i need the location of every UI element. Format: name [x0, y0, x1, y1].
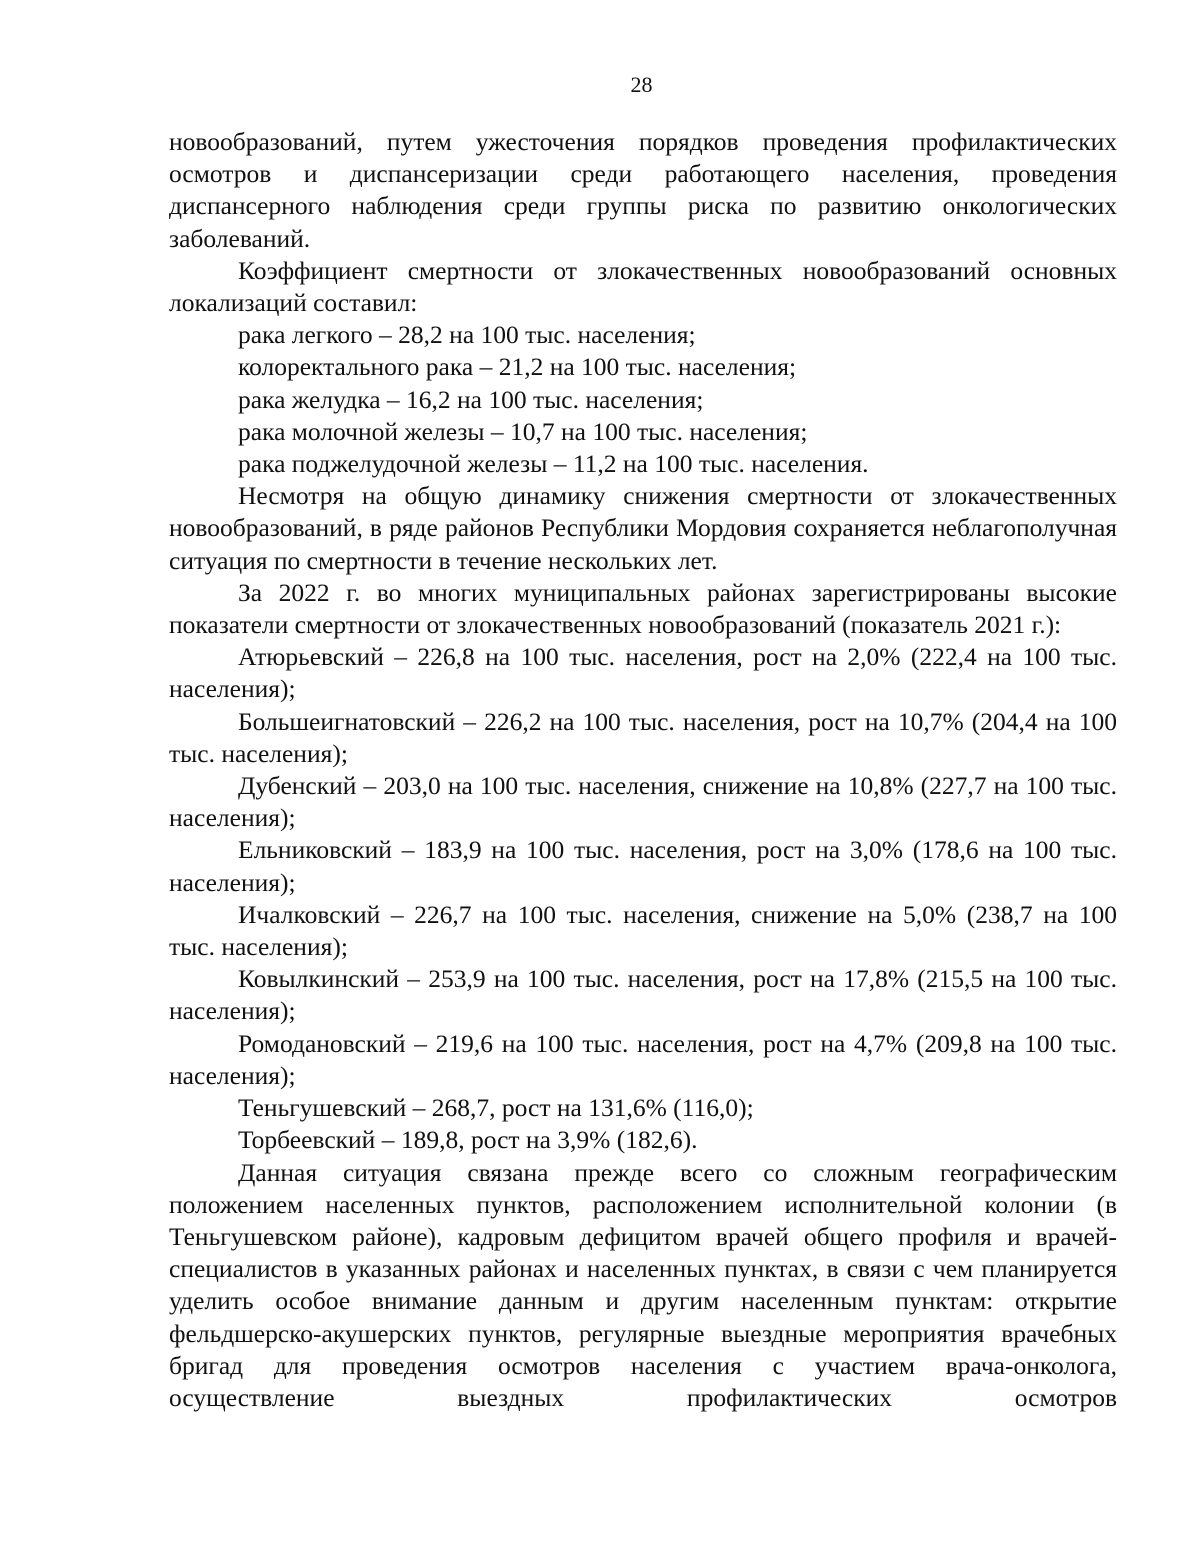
paragraph-regional-situation: Несмотря на общую динамику снижения смертности от злокачественных новообразований, в ряде районов Республики Мордовия сохраняется неблагополучная ситуация по смертности в течение нескольких лет. [169, 481, 1117, 575]
list-item-breast-cancer: рака молочной железы – 10,7 на 100 тыс. населения; [238, 416, 808, 446]
district-kovylkinsky: Ковылкинский – 253,9 на 100 тыс. населения, рост на 17,8% (215,5 на 100 тыс. населения); [169, 964, 1117, 1026]
district-bolsheignatovsky: Большеигнатовский – 226,2 на 100 тыс. населения, рост на 10,7% (204,4 на 100 тыс. населения); [169, 706, 1117, 768]
district-romodanovsky: Ромодановский – 219,6 на 100 тыс. населения, рост на 4,7% (209,8 на 100 тыс. населения); [169, 1028, 1117, 1090]
district-atyurevsky: Атюрьевский – 226,8 на 100 тыс. населения, рост на 2,0% (222,4 на 100 тыс. населения); [169, 642, 1117, 704]
paragraph-intro: новообразований, путем ужесточения порядков проведения профилактических осмотров и диспансеризации среди работающего населения, проведения диспансерного наблюдения среди группы риска по развитию онкологических заболеваний. [169, 127, 1117, 253]
list-item-pancreatic-cancer: рака поджелудочной железы – 11,2 на 100 тыс. населения. [238, 449, 869, 479]
paragraph-mortality-coefficient: Коэффициент смертности от злокачественных новообразований основных локализаций составил: [169, 255, 1117, 318]
district-tengushevsky: Теньгушевский – 268,7, рост на 131,6% (116,0); [238, 1093, 754, 1123]
district-ichalkovsky: Ичалковский – 226,7 на 100 тыс. населения, снижение на 5,0% (238,7 на 100 тыс. населения); [169, 899, 1117, 962]
district-dubensky: Дубенский – 203,0 на 100 тыс. населения, снижение на 10,8% (227,7 на 100 тыс. населения); [169, 771, 1117, 833]
district-elnikovsky: Ельниковский – 183,9 на 100 тыс. населения, рост на 3,0% (178,6 на 100 тыс. населения); [169, 835, 1117, 897]
district-torbeevsky: Торбеевский – 189,8, рост на 3,9% (182,6). [238, 1125, 698, 1155]
document-body [169, 126, 1117, 1414]
paragraph-2022-indicators: За 2022 г. во многих муниципальных районах зарегистрированы высокие показатели смертности от злокачественных новообразований (показатель 2021 г.): [169, 577, 1117, 640]
list-item-stomach-cancer: рака желудка – 16,2 на 100 тыс. населения; [238, 384, 704, 414]
paragraph-situation-causes: Данная ситуация связана прежде всего со сложным географическим положением населенных пунктов, расположением исполнительной колонии (в Теньгушевском районе), кадровым дефицитом врачей общего профиля и врачей-специалистов в указанных районах и населенных пунктах, в связи с чем планируется уделить особое внимание данным и другим населенным пунктам: открытие фельдшерско-акушерских пунктов, регулярные выездные мероприятия врачебных бригад для проведения осмотров населения с участием врача-онколога, осуществление выездных профилактических осмотров [169, 1157, 1117, 1412]
list-item-colorectal-cancer: колоректального рака – 21,2 на 100 тыс. населения; [238, 352, 797, 382]
list-item-lung-cancer: рака легкого – 28,2 на 100 тыс. населения; [238, 320, 696, 350]
page-number: 28 [630, 72, 653, 97]
